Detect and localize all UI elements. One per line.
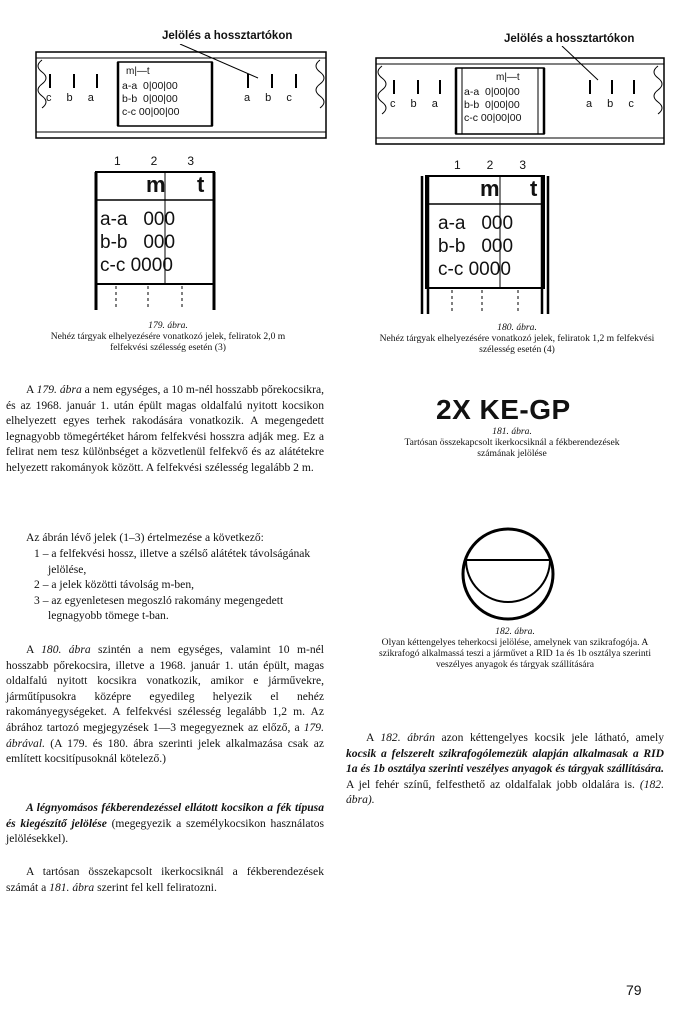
page-number: 79 [626,982,642,998]
list-item: 1 – a felfekvési hossz, illetve a szélső alátétek távolságának jelölése, [34,547,311,576]
left-paragraph-3: A 180. ábra szintén a nem egységes, valamint 10 m-nél hosszabb pőrekocsira, illetve a 1968. január 1. után épült, magas oldalfalú nyitott kocsikra vonatkozik, amikor e járművekre, járműtípusokra középre egyedileg helyezik el nehéz rakományegységeket. A felfekvési szélesség legalább 1,2 m. Az ábrához tartozó megjegyzések 1—3 megegyeznek az előző, a 179. ábrával. (A 179. és 180. ábra szerinti jelek alkalmazása csak az említett kocsitípusoknál kötelező.) [6,643,324,766]
right-paragraph-1: A 182. ábrán azon kéttengelyes kocsik jele látható, amely kocsik a felszerelt szikrafogólemezük alapján alkalmasak a RID 1a és 1b osztálya szerinti veszélyes anyagok és tárgyak szállítására. A jel fehér színű, felfesthető az oldalfalak jobb oldalára is. (182. ábra). [346,731,664,807]
fig182-caption: 182. ábra. Olyan kéttengelyes teherkocsi jelölése, amelynek van szikrafogója. A szikrafogó alkalmassá teszi a járművet a RID 1a és 1b osztálya szerinti veszélyes anyagok és tárgyak szállítására [379,626,651,670]
list-item: 2 – a jelek közötti távolság m-ben, [34,578,195,592]
left-legend-list [34,546,324,624]
fig180-right-labels: a b c [586,98,634,110]
fig180-big-m: m [480,176,500,201]
left-paragraph-2: Az ábrán lévő jelek (1–3) értelmezése a következő: [26,531,264,544]
left-paragraph-4: A légnyomásos fékberendezéssel ellátott kocsikon a fék típusa és kiegészítő jelölése (megegyezik a személykocsikon használatos jelölésekkel). [6,801,324,846]
fig179-right-labels: a b c [244,92,292,104]
fig179-small-table: a-a 0|00|00 b-b 0|00|00 c-c 00|00|00 [122,80,180,118]
fig179-big-table: a-a 000 b-b 000 c-c 0000 [100,209,176,276]
fig181-caption: 181. ábra. Tartósan összekapcsolt ikerkocsiknál a fékberendezések számának jelölése [404,426,620,459]
fig182-spark-arrester-sign [448,526,568,622]
fig180-big-t: t [530,176,538,201]
fig180-small-table: a-a 0|00|00 b-b 0|00|00 c-c 00|00|00 [464,86,522,124]
list-item: 3 – az egyenletesen megoszló rakomány megengedett legnagyobb tömege t-ban. [34,593,284,623]
fig180-strip-title: Jelölés a hossztartókon [504,33,635,45]
fig179-big-m: m [146,172,166,197]
left-paragraph-5: A tartósan összekapcsolt ikerkocsiknál a fékberendezések számát a 181. ábra szerint fel kell feliratozni. [6,865,324,894]
fig179-index-labels: 1 2 3 [114,154,194,168]
fig180-big-table: a-a 000 b-b 000 c-c 0000 [438,213,514,280]
fig179-caption: 179. ábra. Nehéz tárgyak elhelyezésére vonatkozó jelek, feliratok 2,0 m felfekvési szélesség esetén (3) [50,320,286,353]
fig179-big-t: t [197,172,205,197]
left-paragraph-1: A 179. ábra a nem egységes, a 10 m-nél hosszabb pőrekocsikra, és az 1968. január 1. után épült magas oldalfalú nyitott kocsikon elhelyezett egyes terhek rakodására vonatkozik. A megengedett legnagyobb tömegértéket három felfekvési hosszra adják meg. Ez a felirat nem tesz különbséget a közvetlenül felfekvő és az alátétekre helyezett rakományok között. A felfekvési szélesség legalább 2 m. [6,383,324,474]
fig179-mt-header: m|—t [126,66,150,77]
fig180-index-labels: 1 2 3 [454,158,526,172]
fig180-mt-header: m|—t [496,72,520,83]
fig179-left-labels: c b a [46,92,94,104]
fig181-label: 2X KE-GP [436,394,571,425]
fig180-left-labels: c b a [390,98,438,110]
fig180-caption: 180. ábra. Nehéz tárgyak elhelyezésére vonatkozó jelek, feliratok 1,2 m felfekvési szélesség esetén (4) [379,322,655,355]
fig179-strip-title: Jelölés a hossztartókon [162,30,293,42]
